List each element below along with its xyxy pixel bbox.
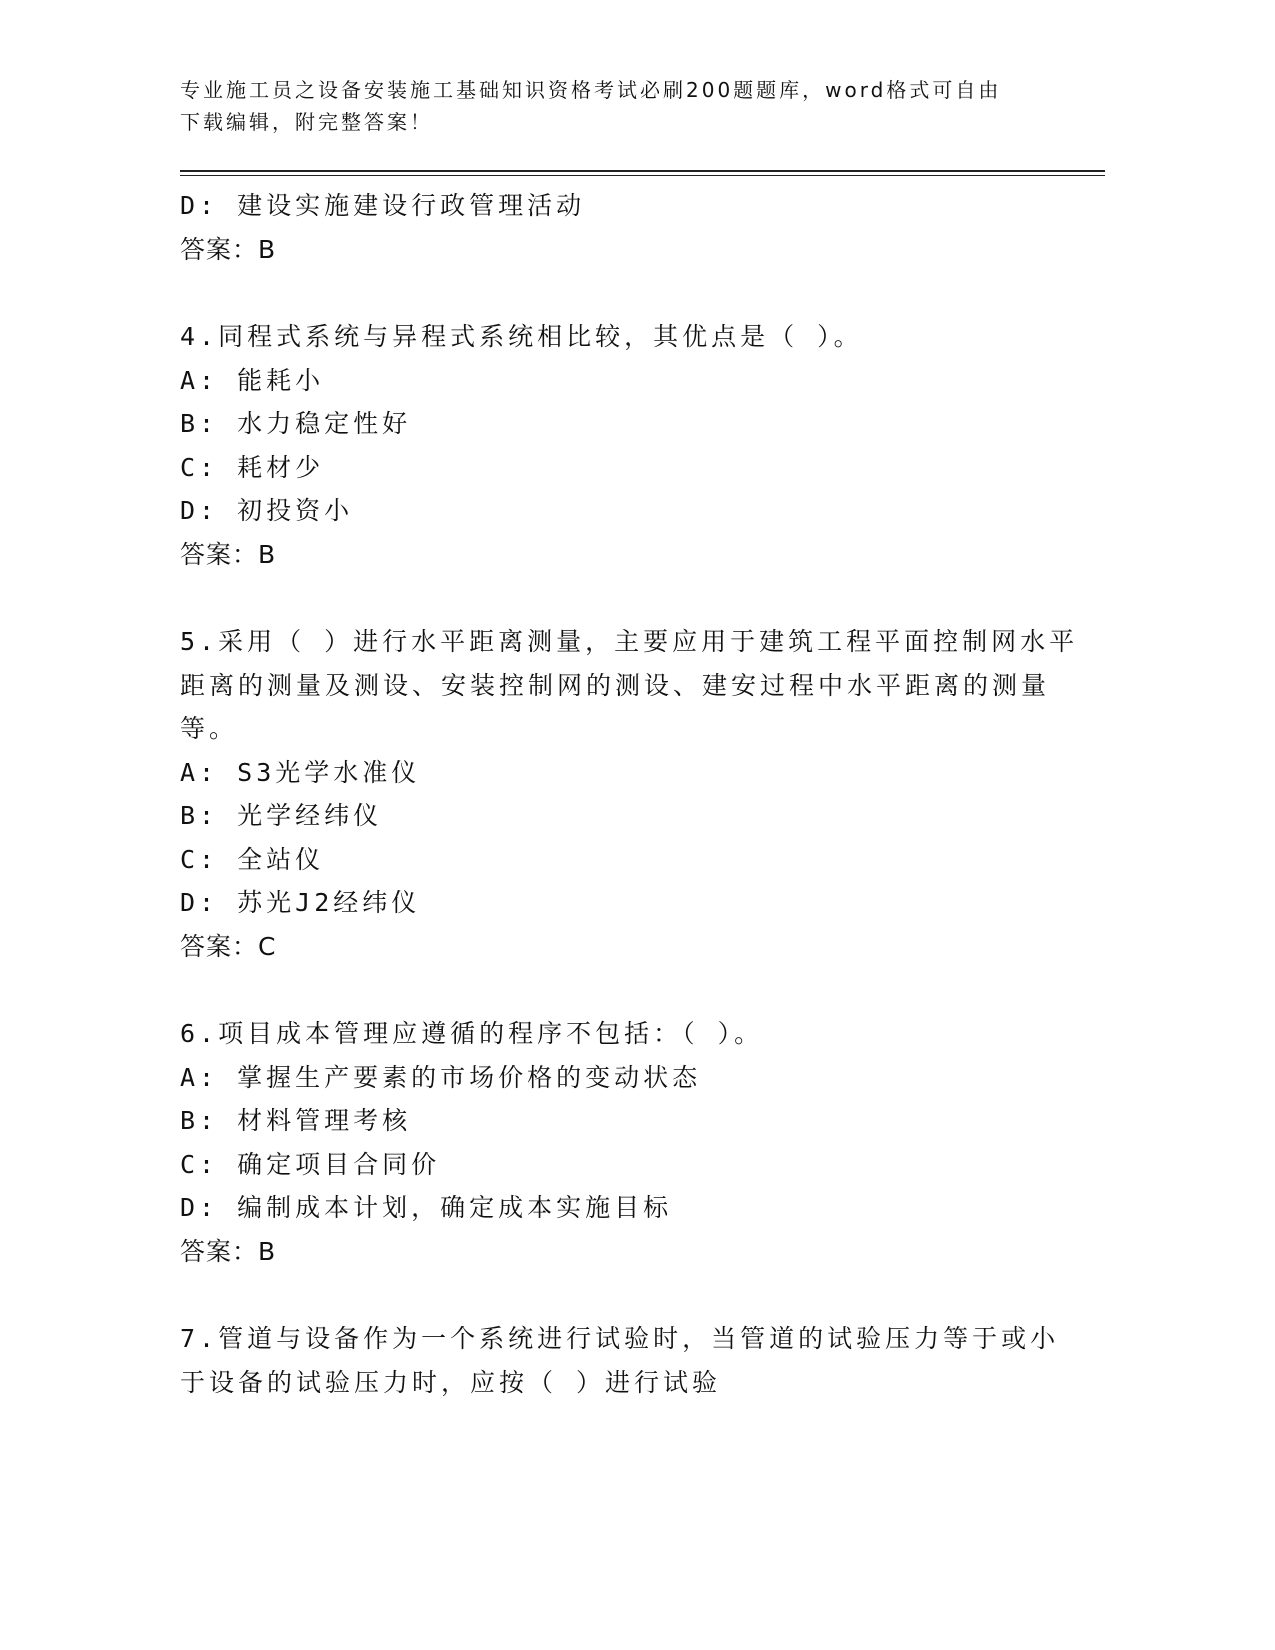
header-divider-bottom — [180, 175, 1105, 176]
q5-stem-line-1: 5.采用（ ）进行水平距离测量，主要应用于建筑工程平面控制网水平 — [180, 627, 1079, 656]
q6-answer: 答案：B — [180, 1237, 277, 1266]
q4-option-d: D: 初投资小 — [180, 496, 354, 525]
q5-option-d: D: 苏光J2经纬仪 — [180, 888, 421, 917]
header-title-line-1: 专业施工员之设备安装施工基础知识资格考试必刷200题题库，word格式可自由 — [180, 78, 1002, 102]
q7-stem-line-1: 7.管道与设备作为一个系统进行试验时，当管道的试验压力等于或小 — [180, 1324, 1060, 1353]
q6-option-a: A: 掌握生产要素的市场价格的变动状态 — [180, 1063, 702, 1092]
q5-option-b: B: 光学经纬仪 — [180, 801, 383, 830]
q5-stem-line-2: 距离的测量及测设、安装控制网的测设、建安过程中水平距离的测量 — [180, 671, 1051, 700]
header-divider-top — [180, 170, 1105, 172]
page-header — [180, 74, 1080, 138]
q3-answer: 答案：B — [180, 235, 277, 264]
q6-option-b: B: 材料管理考核 — [180, 1106, 412, 1135]
q6-stem: 6.项目成本管理应遵循的程序不包括：（ ）。 — [180, 1019, 764, 1048]
q4-stem: 4.同程式系统与异程式系统相比较，其优点是（ ）。 — [180, 322, 863, 351]
q4-answer: 答案：B — [180, 540, 277, 569]
q3-option-d: D: 建设实施建设行政管理活动 — [180, 191, 586, 220]
q5-option-a: A: S3光学水准仪 — [180, 758, 421, 787]
q5-option-c: C: 全站仪 — [180, 845, 325, 874]
q6-option-c: C: 确定项目合同价 — [180, 1150, 441, 1179]
q5-stem-line-3: 等。 — [180, 714, 239, 743]
q5-answer: 答案：C — [180, 932, 277, 961]
q4-option-b: B: 水力稳定性好 — [180, 409, 412, 438]
q7-stem-line-2: 于设备的试验压力时，应按（ ）进行试验 — [180, 1368, 722, 1397]
q6-option-d: D: 编制成本计划，确定成本实施目标 — [180, 1193, 673, 1222]
header-title-line-2: 下载编辑，附完整答案！ — [180, 110, 433, 134]
q4-option-c: C: 耗材少 — [180, 453, 325, 482]
q4-option-a: A: 能耗小 — [180, 366, 325, 395]
